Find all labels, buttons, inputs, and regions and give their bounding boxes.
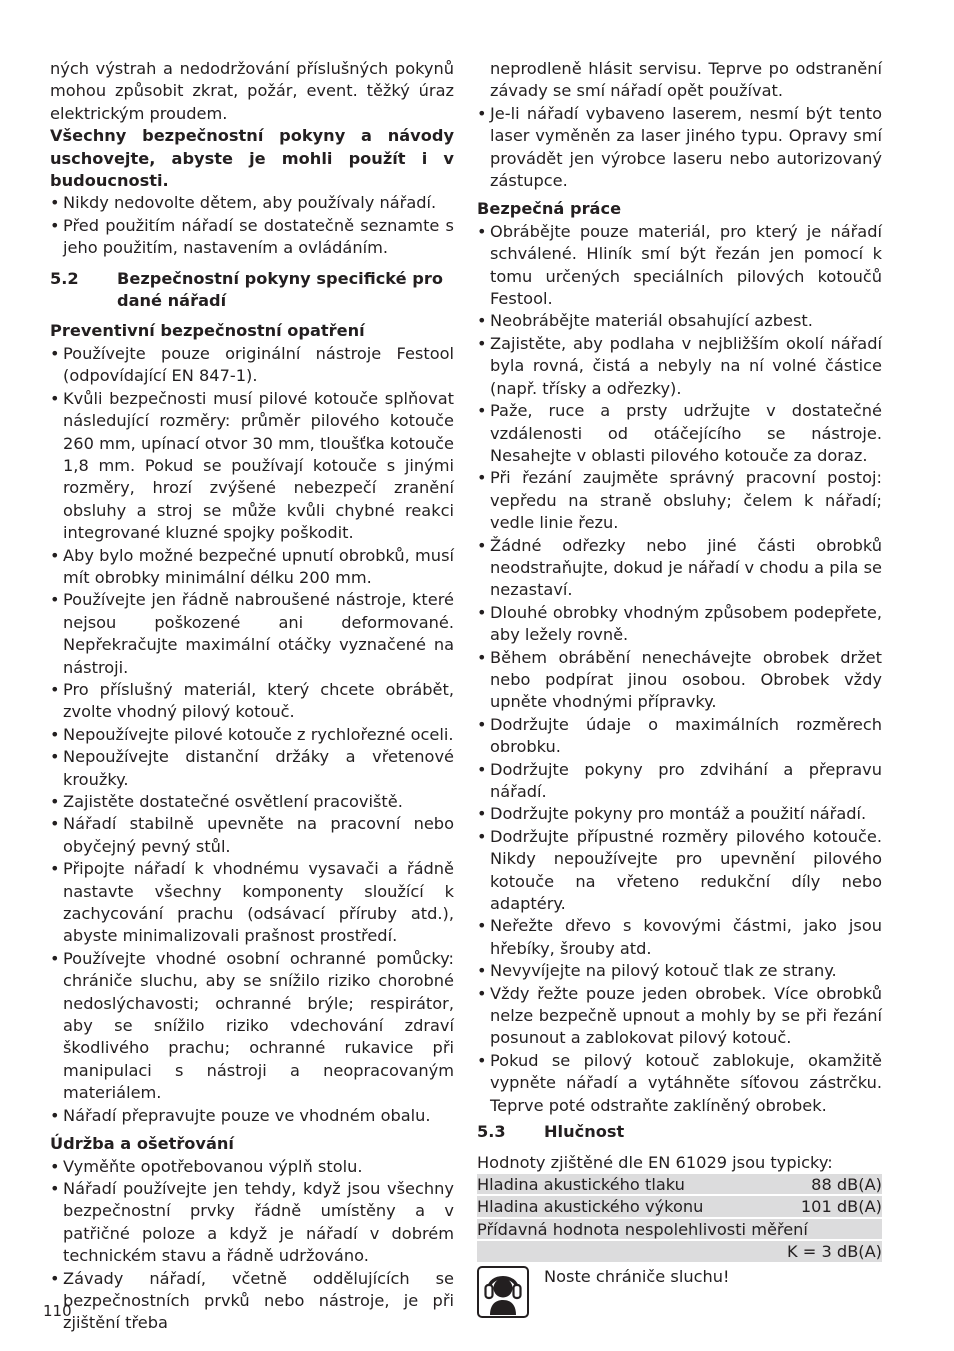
list-item: • Je-li nářadí vybaveno laserem, nesmí být tento laser vyměněn za laser jiného typu. Opravy smí provádět jen výrobce laseru nebo autorizovaný zástupce. — [477, 103, 882, 193]
list-item: • Zajistěte, aby podlaha v nejbližším okolí nářadí byla rovná, čistá a nebyly na ní volné částice (např. třísky a odřezky). — [477, 333, 882, 400]
list-item: • Připojte nářadí k vhodnému vysavači a řádně nastavte všechny komponenty sloužící k zachycování prachu (odsávací příruby atd.), abyste minimalizovali prašnost prostředí. — [50, 858, 454, 948]
laser-bullets — [477, 103, 882, 193]
noise-row-pressure — [477, 1174, 882, 1195]
maintenance-bullets — [50, 1156, 454, 1335]
list-item: • Zajistěte dostatečné osvětlení pracoviště. — [50, 791, 454, 813]
section-heading-5-3 — [477, 1121, 882, 1143]
section-number: 5.3 — [477, 1122, 506, 1142]
noise-row-uncertainty-value — [477, 1241, 882, 1262]
section-heading-5-2 — [50, 268, 454, 313]
list-item: • Závady nářadí, včetně oddělujících se bezpečnostních prvků nebo nástroje, je při zjištění třeba — [50, 1268, 454, 1335]
list-item: • Neobrábějte materiál obsahující azbest. — [477, 310, 882, 332]
ear-protection-text: Noste chrániče sluchu! — [544, 1266, 730, 1286]
noise-row-uncertainty-label — [477, 1219, 882, 1240]
list-item: • Neřežte dřevo s kovovými částmi, jako jsou hřebíky, šrouby atd. — [477, 915, 882, 960]
general-bullets — [50, 192, 454, 259]
list-item: • Dlouhé obrobky vhodným způsobem podepřete, aby ležely rovně. — [477, 602, 882, 647]
list-item: • Nepoužívejte distanční držáky a vřetenové kroužky. — [50, 746, 454, 791]
list-item: • Vždy řežte pouze jeden obrobek. Více obrobků nelze bezpečně upnout a mohly by se při řezání posunout a zablokovat pilový kotouč. — [477, 983, 882, 1050]
section-title: Hlučnost — [544, 1122, 625, 1142]
list-item: • Vyměňte opotřebovanou výplň stolu. — [50, 1156, 454, 1178]
preventive-heading: Preventivní bezpečnostní opatření — [50, 321, 365, 341]
list-item: • Pro příslušný materiál, který chcete obrábět, zvolte vhodný pilový kotouč. — [50, 679, 454, 724]
maintenance-continuation: neprodleně hlásit servisu. Teprve po odstranění závady se smí nářadí opět používat. — [490, 59, 882, 101]
noise-row-power — [477, 1196, 882, 1217]
ear-protection-icon — [477, 1266, 529, 1318]
list-item: • Používejte pouze originální nástroje Festool (odpovídající EN 847-1). — [50, 343, 454, 388]
safe-work-bullets — [477, 221, 882, 1117]
noise-label: Hladina akustického tlaku — [477, 1174, 685, 1194]
intro-paragraph: ných výstrah a nedodržování příslušných pokynů mohou způsobit zkrat, požár, event. těžký úraz elektrickým proudem. — [50, 59, 454, 123]
list-item: • Během obrábění nenechávejte obrobek držet nebo podpírat jinou osobou. Obrobek vždy upněte vhodnými přípravky. — [477, 647, 882, 714]
list-item: • Paže, ruce a prsty udržujte v dostatečné vzdálenosti od otáčejícího se nástroje. Nesahejte v oblasti pilového kotouče za doraz. — [477, 400, 882, 467]
noise-label: Přídavná hodnota nespolehlivosti měření — [477, 1219, 808, 1239]
list-item: • Aby bylo možné bezpečné upnutí obrobků, musí mít obrobky minimální délku 200 mm. — [50, 545, 454, 590]
list-item: • Před použitím nářadí se dostatečně seznamte s jeho použitím, nastavením a ovládáním. — [50, 215, 454, 260]
page-number: 110 — [43, 1302, 72, 1320]
list-item: • Dodržujte pokyny pro montáž a použití nářadí. — [477, 803, 882, 825]
preventive-bullets — [50, 343, 454, 1127]
noise-value: 101 dB(A) — [800, 1197, 882, 1217]
list-item: • Dodržujte údaje o maximálních rozměrech obrobku. — [477, 714, 882, 759]
section-number: 5.2 — [50, 268, 79, 288]
list-item: • Používejte jen řádně nabroušené nástroje, které nejsou poškozené ani deformované. Nepřekračujte maximální otáčky vyznačené na nástroji. — [50, 589, 454, 679]
ear-protection-notice — [477, 1266, 882, 1318]
keep-instructions-note: Všechny bezpečnostní pokyny a návody uschovejte, abyste je mohli použít i v budoucnosti. — [50, 126, 454, 191]
right-column — [477, 58, 882, 1318]
list-item: • Nepoužívejte pilové kotouče z rychlořezné oceli. — [50, 724, 454, 746]
safe-work-heading: Bezpečná práce — [477, 199, 622, 219]
list-item: • Dodržujte přípustné rozměry pilového kotouče. Nikdy nepoužívejte pro upevnění pilového kotouče na vřeteno redukční díly nebo adaptéry. — [477, 826, 882, 916]
left-column — [50, 58, 454, 1335]
noise-label: Hladina akustického výkonu — [477, 1197, 704, 1217]
list-item: • Používejte vhodné osobní ochranné pomůcky: chrániče sluchu, aby se snížilo riziko chorobné nedoslýchavosti; ochranné brýle; respirátor, aby se snížilo riziko vdechování zdraví škodlivého prachu; ochranné rukavice při manipulaci s nástroji a neopracovaným materiálem. — [50, 948, 454, 1105]
maintenance-heading: Údržba a ošetřování — [50, 1134, 234, 1154]
list-item: • Nikdy nedovolte dětem, aby používaly nářadí. — [50, 192, 454, 214]
noise-value: 88 dB(A) — [811, 1174, 882, 1194]
list-item: • Nářadí přepravujte pouze ve vhodném obalu. — [50, 1105, 454, 1127]
list-item: • Pokud se pilový kotouč zablokuje, okamžitě vypněte nářadí a vytáhněte síťovou zástrčku. Teprve poté odstraňte zaklíněný obrobek. — [477, 1050, 882, 1117]
noise-value: K = 3 dB(A) — [787, 1242, 882, 1262]
list-item: • Obrábějte pouze materiál, pro který je nářadí schválené. Hliník smí být řezán jen pomocí k tomu určených speciálních pilových kotoučů Festool. — [477, 221, 882, 311]
list-item: • Při řezání zaujměte správný pracovní postoj: vepředu na straně obsluhy; čelem k nářadí; vedle linie řezu. — [477, 467, 882, 534]
list-item: • Nářadí používejte jen tehdy, když jsou všechny bezpečnostní prvky řádně umístěny a v patřičné poloze a když je nářadí v dobrém technickém stavu a řádně udržováno. — [50, 1178, 454, 1268]
list-item: • Nevyvíjejte na pilový kotouč tlak ze strany. — [477, 960, 882, 982]
section-title: Bezpečnostní pokyny specifické pro dané nářadí — [117, 268, 443, 311]
list-item: • Nářadí stabilně upevněte na pracovní nebo obyčejný pevný stůl. — [50, 813, 454, 858]
noise-intro: Hodnoty zjištěné dle EN 61029 jsou typicky: — [477, 1152, 833, 1172]
list-item: • Kvůli bezpečnosti musí pilové kotouče splňovat následující rozměry: průměr pilového kotouče 260 mm, upínací otvor 30 mm, tloušťka kotouče 1,8 mm. Pokud se používají kotouče s jinými rozměry, hrozí zvýšené nebezpečí zranění obsluhy a stroj se může kvůli chybné reakci integrované kluzné spojky poškodit. — [50, 388, 454, 545]
list-item: • Žádné odřezky nebo jiné části obrobků neodstraňujte, dokud je nářadí v chodu a pila se nezastaví. — [477, 535, 882, 602]
list-item: • Dodržujte pokyny pro zdvihání a přepravu nářadí. — [477, 759, 882, 804]
